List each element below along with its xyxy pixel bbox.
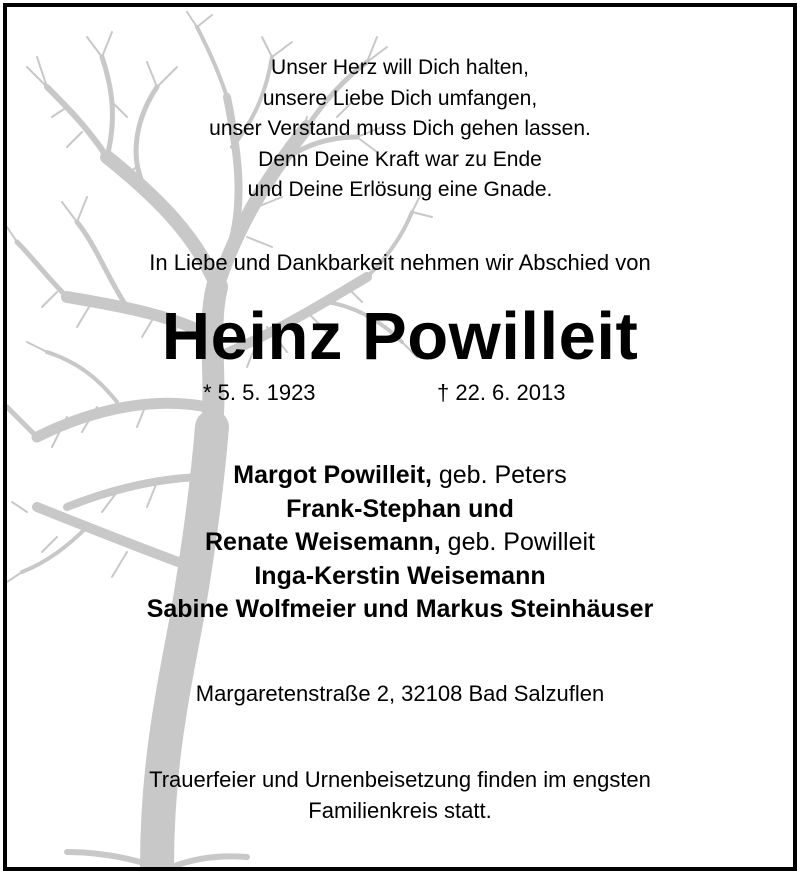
mourner-name: Margot Powilleit, bbox=[233, 461, 432, 489]
obituary-content bbox=[7, 7, 793, 867]
mourner-name: Inga-Kerstin Weisemann bbox=[254, 561, 546, 590]
obituary-frame bbox=[3, 3, 797, 871]
note-line: Familienkreis statt. bbox=[308, 798, 492, 823]
mourner-line bbox=[7, 593, 793, 627]
mourner-name: Renate Weisemann, bbox=[205, 528, 441, 556]
intro-text: In Liebe und Dankbarkeit nehmen wir Abschied von bbox=[149, 250, 651, 275]
mourner-note: geb. Peters bbox=[431, 461, 567, 489]
mourner-line bbox=[7, 526, 793, 560]
poem-line: unser Verstand muss Dich gehen lassen. bbox=[209, 117, 591, 140]
mourner-line bbox=[7, 493, 793, 527]
mourner-name: Sabine Wolfmeier und Markus Steinhäuser bbox=[146, 595, 654, 623]
death-date: † 22. 6. 2013 bbox=[437, 380, 566, 405]
funeral-note bbox=[7, 764, 793, 826]
deceased-name: Heinz Powilleit bbox=[161, 299, 639, 374]
poem-line: unsere Liebe Dich umfangen, bbox=[262, 86, 538, 110]
mourner-name: Frank-Stephan und bbox=[286, 494, 514, 523]
poem bbox=[7, 53, 793, 206]
poem-line: und Deine Erlösung eine Gnade. bbox=[247, 178, 553, 201]
mourners-list bbox=[7, 459, 793, 627]
address: Margaretenstraße 2, 32108 Bad Salzuflen bbox=[195, 681, 605, 706]
birth-date: * 5. 5. 1923 bbox=[203, 380, 316, 405]
mourner-line bbox=[7, 459, 793, 493]
poem-line: Unser Herz will Dich halten, bbox=[271, 56, 529, 79]
mourner-note: geb. Powilleit bbox=[440, 528, 595, 556]
note-line: Trauerfeier und Urnenbeisetzung finden im engsten bbox=[149, 767, 651, 792]
mourner-line bbox=[7, 560, 793, 594]
poem-line: Denn Deine Kraft war zu Ende bbox=[258, 147, 542, 171]
